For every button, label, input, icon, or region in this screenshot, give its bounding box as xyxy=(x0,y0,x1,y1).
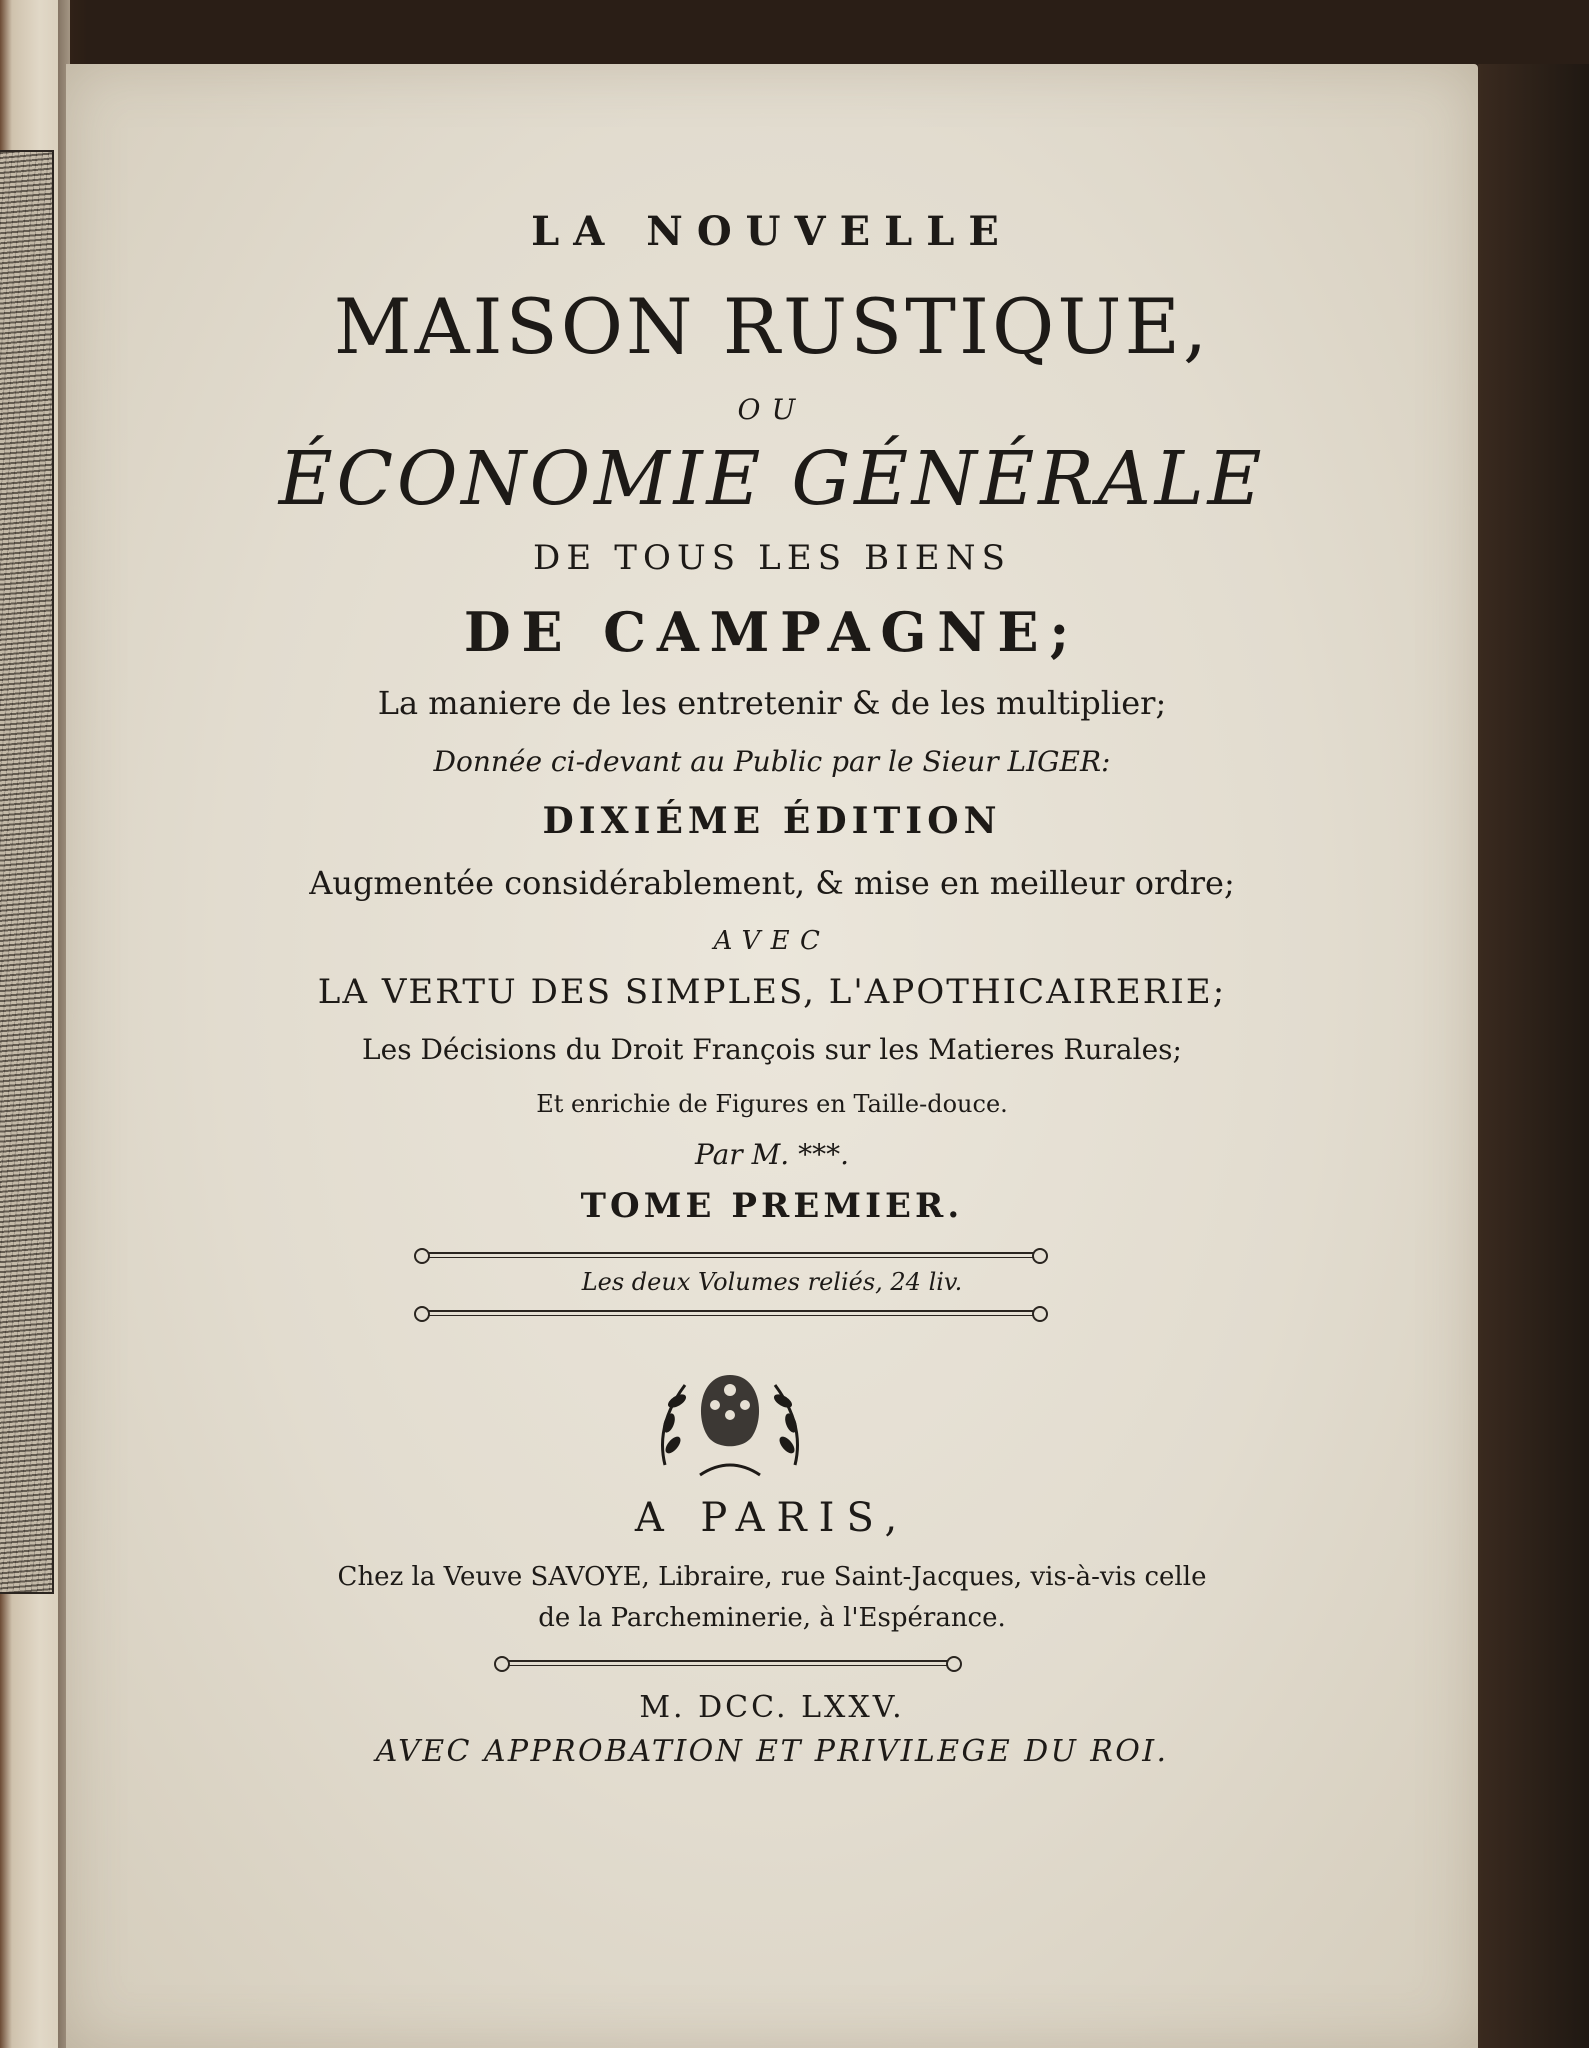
subtitle: ÉCONOMIE GÉNÉRALE xyxy=(278,436,1266,522)
place-line: A PARIS, xyxy=(634,1495,910,1541)
price-line: Les deux Volumes reliés, 24 liv. xyxy=(581,1268,963,1296)
bottom-rule xyxy=(428,1310,1034,1316)
title-line-6: DE CAMPAGNE; xyxy=(463,600,1081,664)
privilege-line: AVEC APPROBATION ET PRIVILEGE DU ROI. xyxy=(375,1734,1169,1769)
date-rule xyxy=(508,1660,948,1666)
page-edge xyxy=(1478,64,1589,2048)
par-line: Par M. ***. xyxy=(695,1138,849,1171)
publisher-line-1: Chez la Veuve SAVOYE, Libraire, rue Saint-Jacques, vis-à-vis celle xyxy=(337,1562,1207,1592)
year-line: M. DCC. LXXV. xyxy=(639,1690,905,1725)
contents-line: LA VERTU DES SIMPLES, L'APOTHICAIRERIE; xyxy=(317,972,1227,1012)
title-line-1: LA NOUVELLE xyxy=(531,208,1013,255)
top-rule xyxy=(428,1252,1034,1258)
augmented-line: Augmentée considérablement, & mise en meilleur ordre; xyxy=(309,864,1235,902)
description-line: La maniere de les entretenir & de les multiplier; xyxy=(377,684,1167,722)
main-title: MAISON RUSTIQUE, xyxy=(333,282,1211,371)
title-conjunction: OU xyxy=(737,393,807,426)
edition-line: DIXIÉME ÉDITION xyxy=(542,800,1002,842)
frontispiece-engraving xyxy=(0,150,54,1594)
figures-line: Et enrichie de Figures en Taille-douce. xyxy=(536,1090,1008,1118)
title-line-5: DE TOUS LES BIENS xyxy=(532,538,1011,578)
publisher-line-2: de la Parcheminerie, à l'Espérance. xyxy=(538,1603,1006,1633)
author-credit: Donnée ci-devant au Public par le Sieur LIGER: xyxy=(433,745,1111,778)
decisions-line: Les Décisions du Droit François sur les Matieres Rurales; xyxy=(362,1033,1182,1066)
peacock-wreath-icon xyxy=(645,1355,815,1485)
avec-line: AVEC xyxy=(713,926,831,956)
volume-line: TOME PREMIER. xyxy=(580,1186,964,1226)
